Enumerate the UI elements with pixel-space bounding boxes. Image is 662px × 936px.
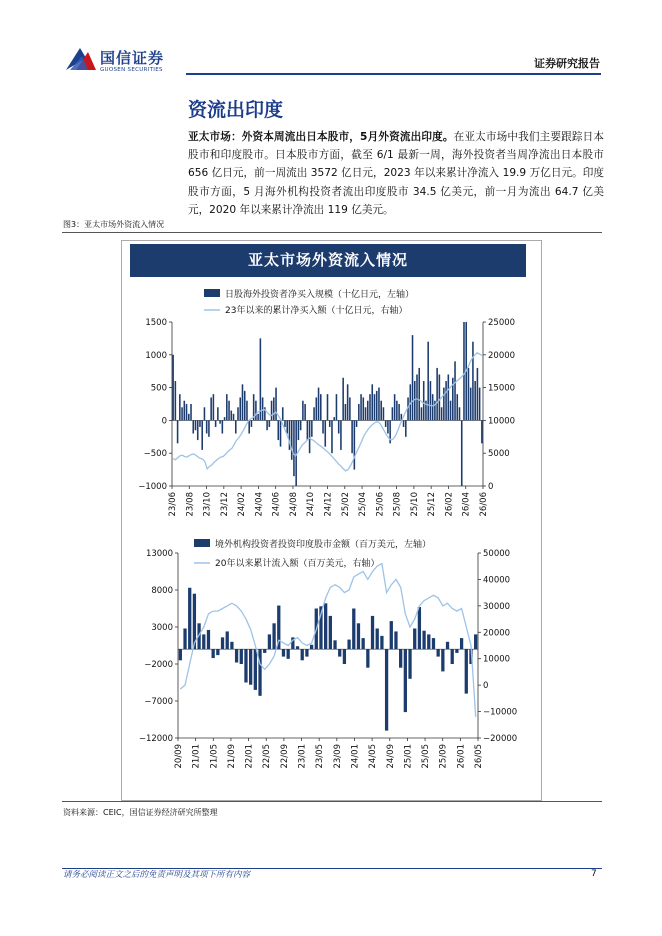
bar	[177, 420, 179, 443]
right-tick-label: 40000	[483, 575, 511, 586]
bar	[219, 420, 221, 423]
x-tick-label: 20/09	[174, 744, 184, 769]
bar	[305, 649, 308, 656]
x-tick-label: 22/05	[262, 744, 273, 769]
bar	[216, 649, 219, 655]
bar	[248, 420, 250, 433]
bar	[310, 645, 313, 649]
bar	[418, 607, 421, 649]
bar	[461, 420, 463, 486]
x-tick-label: 21/09	[226, 744, 237, 769]
bar	[474, 381, 476, 420]
bar	[390, 621, 393, 649]
left-tick-label: −7000	[144, 697, 173, 707]
bar	[255, 401, 257, 421]
bar	[354, 420, 356, 469]
bar	[439, 374, 441, 420]
bar	[271, 401, 273, 421]
left-tick-label: 13000	[145, 549, 173, 559]
x-tick-label: 24/05	[368, 744, 379, 769]
right-tick-label: −10000	[483, 707, 518, 718]
right-tick-label: 20000	[483, 628, 511, 639]
bar	[300, 420, 302, 430]
bar	[287, 649, 290, 659]
bar	[351, 420, 353, 453]
x-tick-label: 22/01	[244, 744, 255, 769]
bar	[244, 649, 247, 682]
bar	[282, 649, 285, 656]
bar	[301, 649, 304, 660]
bar	[226, 394, 228, 420]
logo-text-en: GUOSEN SECURITIES	[100, 67, 163, 73]
bar	[240, 649, 243, 664]
bar	[197, 420, 199, 440]
bar	[186, 404, 188, 420]
bar	[260, 338, 262, 420]
bar	[404, 649, 407, 712]
bar	[293, 420, 295, 476]
report-type-label: 证券研究报告	[534, 57, 600, 70]
bar	[184, 401, 186, 421]
bar	[175, 381, 177, 420]
bar	[183, 628, 186, 649]
bar	[268, 634, 271, 649]
bar	[376, 391, 378, 421]
bar	[190, 404, 192, 420]
x-tick-label: 24/10	[306, 492, 317, 517]
x-tick-label: 26/05	[474, 744, 484, 769]
bar	[235, 649, 238, 662]
bar	[195, 420, 197, 430]
bar	[345, 404, 347, 420]
left-tick-label: 500	[150, 383, 167, 394]
bar	[446, 642, 449, 649]
bar	[418, 368, 420, 420]
left-tick-label: 3000	[151, 623, 173, 633]
india-flows-chart	[139, 549, 517, 769]
section-title: 资流出印度	[188, 99, 284, 121]
bar	[221, 637, 224, 649]
bar	[202, 634, 205, 649]
bar	[179, 394, 181, 420]
bar	[316, 397, 318, 420]
bar	[304, 404, 306, 420]
bar	[242, 384, 244, 420]
bar	[363, 397, 365, 420]
bar	[374, 394, 376, 420]
bar	[215, 420, 217, 427]
bar	[318, 388, 320, 421]
bar	[432, 394, 434, 420]
bar	[322, 420, 324, 433]
x-tick-label: 25/10	[409, 492, 420, 517]
bar	[249, 649, 252, 685]
bar	[228, 401, 230, 421]
bar	[441, 407, 443, 420]
bar	[347, 640, 350, 650]
bar	[352, 609, 355, 650]
x-tick-label: 25/05	[421, 744, 432, 769]
x-tick-label: 24/01	[350, 744, 361, 769]
bar	[460, 638, 463, 649]
x-tick-label: 23/01	[297, 744, 308, 769]
bar	[481, 420, 483, 443]
bar	[437, 649, 440, 656]
cumulative-line	[180, 564, 475, 717]
x-tick-label: 23/09	[332, 744, 343, 769]
bar	[280, 420, 282, 446]
bar	[331, 420, 333, 453]
bar	[237, 407, 239, 420]
bar	[394, 394, 396, 420]
logo-text-cn: 国信证券	[100, 49, 165, 67]
left-tick-label: −1000	[138, 482, 167, 492]
bar	[394, 631, 397, 649]
bar	[302, 401, 304, 421]
bar	[311, 420, 313, 436]
left-tick-label: 1500	[145, 318, 167, 328]
x-tick-label: 25/02	[340, 492, 351, 517]
footer-disclaimer: 请务必阅读正文之后的免责声明及其项下所有内容	[63, 870, 251, 880]
bar	[286, 420, 288, 433]
bar	[239, 397, 241, 420]
right-tick-label: 5000	[488, 449, 510, 460]
bar	[257, 414, 259, 421]
x-tick-label: 26/06	[479, 492, 489, 517]
bar	[338, 420, 340, 433]
x-tick-label: 24/04	[254, 492, 265, 517]
right-tick-label: 20000	[488, 350, 516, 361]
right-tick-label: 15000	[488, 383, 516, 394]
bar	[468, 368, 470, 420]
right-tick-label: 30000	[483, 601, 511, 612]
bar	[342, 378, 344, 421]
x-tick-label: 26/01	[456, 744, 467, 769]
legend-swatch-bar-2	[194, 539, 210, 547]
bar	[282, 407, 284, 420]
bar	[273, 397, 275, 420]
right-tick-label: 0	[488, 482, 494, 492]
bar	[324, 603, 327, 649]
bar	[320, 394, 322, 420]
x-tick-label: 23/12	[219, 492, 230, 517]
left-tick-label: 1000	[145, 350, 167, 361]
bar	[230, 642, 233, 649]
bar	[338, 649, 341, 656]
bar	[246, 401, 248, 421]
legend-label-line-1: 23年以来的累计净买入额（十亿日元，右轴）	[225, 306, 408, 316]
x-tick-label: 26/02	[444, 492, 455, 517]
bar	[455, 649, 458, 653]
bar	[356, 420, 358, 427]
left-tick-label: −12000	[138, 734, 173, 744]
right-tick-label: 50000	[483, 549, 511, 559]
page-number: 7	[591, 869, 597, 879]
right-tick-label: −20000	[483, 734, 518, 744]
bar	[296, 646, 299, 649]
x-tick-label: 23/06	[168, 492, 178, 517]
bar	[212, 649, 215, 658]
bar	[385, 420, 387, 427]
bar	[459, 407, 461, 420]
bar	[451, 649, 454, 664]
bar	[427, 342, 429, 421]
bar	[226, 631, 229, 649]
bar	[217, 407, 219, 420]
x-tick-label: 25/04	[358, 492, 369, 517]
bar	[412, 335, 414, 420]
legend-label-bar-1: 日股海外投资者净买入规模（十亿日元，左轴）	[225, 290, 415, 300]
bar	[254, 649, 257, 690]
bar	[172, 355, 174, 421]
x-tick-label: 25/06	[375, 492, 386, 517]
bar	[222, 420, 224, 433]
bar	[448, 374, 450, 420]
bar	[405, 420, 407, 436]
bar	[258, 649, 261, 696]
bar	[422, 631, 425, 650]
bar	[291, 420, 293, 459]
bar	[454, 361, 456, 420]
x-tick-label: 24/08	[288, 492, 299, 517]
bar	[313, 407, 315, 420]
bar	[387, 420, 389, 433]
bar	[369, 394, 371, 420]
bar	[213, 394, 215, 420]
bar	[199, 420, 201, 427]
bar	[441, 649, 444, 671]
x-tick-label: 25/01	[403, 744, 414, 769]
bar	[333, 417, 335, 420]
bar	[298, 420, 300, 440]
bar	[430, 381, 432, 420]
bar	[378, 388, 380, 421]
bar	[376, 628, 379, 649]
bar	[371, 384, 373, 420]
x-tick-label: 25/09	[438, 744, 449, 769]
bar	[463, 322, 465, 420]
left-tick-label: 0	[161, 416, 167, 427]
bar	[421, 407, 423, 420]
legend-label-line-2: 20年以来累计流入额（百万美元，右轴）	[215, 559, 380, 569]
bar	[362, 638, 365, 649]
bar	[244, 391, 246, 421]
bar	[367, 401, 369, 421]
bar	[179, 649, 182, 660]
bar	[210, 397, 212, 420]
bar	[309, 420, 311, 453]
bar	[365, 407, 367, 420]
left-tick-label: −2000	[144, 660, 173, 670]
left-tick-label: 8000	[151, 586, 173, 596]
legend-label-bar-2: 境外机构投资者投资印度股市金额（百万美元，左轴）	[215, 540, 432, 550]
bar	[206, 420, 208, 433]
right-tick-label: 10000	[483, 654, 511, 665]
bar	[396, 401, 398, 421]
source-note: 资料来源：CEIC，国信证券经济研究所整理	[63, 808, 218, 817]
bar	[436, 368, 438, 420]
bar	[333, 640, 336, 649]
bar	[380, 636, 383, 649]
bar	[443, 388, 445, 421]
bar	[408, 649, 411, 679]
japan-flows-chart	[138, 318, 515, 517]
x-tick-label: 24/06	[271, 492, 282, 517]
bar	[307, 420, 309, 440]
bar	[231, 411, 233, 421]
bar	[456, 394, 458, 420]
bar	[366, 649, 369, 668]
bar	[233, 414, 235, 421]
bar	[357, 623, 360, 649]
x-tick-label: 21/01	[191, 744, 202, 769]
bar	[251, 420, 253, 427]
x-tick-label: 24/09	[385, 744, 396, 769]
x-tick-label: 21/05	[209, 744, 220, 769]
left-tick-label: −500	[143, 449, 167, 460]
figure-bottom-rule	[62, 801, 602, 802]
x-tick-label: 25/12	[427, 492, 438, 517]
bar	[266, 420, 268, 430]
bar	[277, 420, 279, 440]
x-tick-label: 25/08	[392, 492, 403, 517]
figure-label: 图3：亚太市场外资流入情况	[63, 220, 165, 229]
x-tick-label: 23/10	[202, 492, 213, 517]
bar	[432, 638, 435, 649]
right-tick-label: 0	[483, 681, 489, 692]
bar	[398, 404, 400, 420]
bar	[329, 616, 332, 649]
bar	[192, 420, 194, 433]
bar	[188, 588, 191, 649]
bar	[207, 630, 210, 649]
bar	[477, 368, 479, 420]
x-tick-label: 24/02	[237, 492, 248, 517]
bar	[329, 420, 331, 427]
bar	[235, 420, 237, 433]
bar	[284, 420, 286, 427]
bar	[324, 420, 326, 446]
bar	[414, 381, 416, 420]
paragraph-body: 在亚太市场中我们主要跟踪日本股市和印度股市。日本股市方面，截至 6/1 最新一周，海外投资者当周净流出日本股市 656 亿日元，前一周流出 3572 亿日元，2023 年以来累计净流入 19.9 万亿日元。印度股市方面，5 月海外机构投资者流出印度股市 34.5 亿美元，前一月为流出 64.7 亿美元，2020 年以来累计净流出 119 亿美元。	[188, 131, 604, 216]
bar	[380, 401, 382, 421]
bar	[204, 407, 206, 420]
bar	[275, 388, 277, 421]
bar	[385, 649, 388, 730]
x-tick-label: 22/09	[279, 744, 290, 769]
bar	[465, 649, 468, 693]
bar	[208, 420, 210, 436]
bar	[347, 384, 349, 420]
bar	[358, 404, 360, 420]
bar	[423, 381, 425, 420]
bar	[479, 388, 481, 421]
right-tick-label: 10000	[488, 416, 516, 427]
bar	[201, 420, 203, 450]
bar	[474, 634, 477, 649]
bar	[413, 628, 416, 649]
chart-banner-title: 亚太市场外资流入情况	[130, 244, 526, 277]
bar	[263, 649, 266, 653]
bar	[181, 407, 183, 420]
bar	[340, 420, 342, 450]
bar	[327, 394, 329, 420]
bar	[336, 394, 338, 420]
bar	[269, 420, 271, 427]
bar	[371, 616, 374, 649]
legend-swatch-bar-1	[204, 289, 220, 297]
bar	[427, 634, 430, 649]
x-tick-label: 24/12	[323, 492, 334, 517]
right-tick-label: 25000	[488, 318, 516, 328]
paragraph-lead: 亚太市场：外资本周流出日本股市，5月外资流出印度。	[188, 131, 454, 143]
bar	[403, 420, 405, 427]
bar	[470, 388, 472, 421]
bar	[188, 414, 190, 421]
bar	[416, 374, 418, 420]
bar	[472, 342, 474, 421]
bar	[343, 649, 346, 664]
bar	[392, 407, 394, 420]
bar	[224, 417, 226, 420]
bar	[272, 623, 275, 649]
x-tick-label: 26/04	[461, 492, 472, 517]
bar	[445, 381, 447, 420]
x-tick-label: 23/08	[185, 492, 196, 517]
bar	[360, 394, 362, 420]
bar	[399, 649, 402, 668]
bar	[349, 397, 351, 420]
bar	[383, 407, 385, 420]
bar	[450, 401, 452, 421]
x-tick-label: 23/05	[315, 744, 326, 769]
